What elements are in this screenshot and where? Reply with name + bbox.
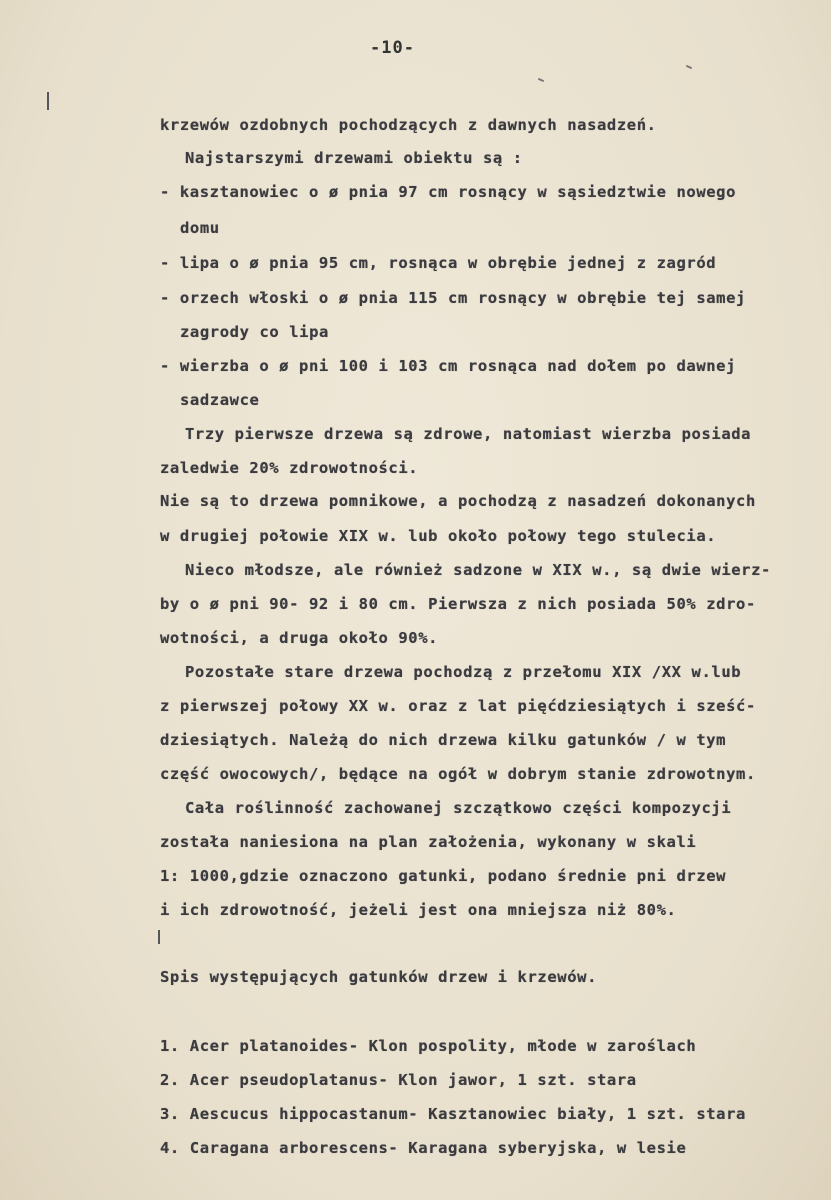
text-line: Trzy pierwsze drzewa są zdrowe, natomiast wierzba posiada (185, 425, 752, 443)
species-list-heading: Spis występujących gatunków drzew i krzewów. (160, 968, 597, 986)
text-line: Najstarszymi drzewami obiektu są : (185, 149, 523, 167)
text-line: - kasztanowiec o ø pnia 97 cm rosnący w sąsiedztwie nowego (160, 183, 737, 201)
text-line: Nieco młodsze, ale również sadzone w XIX w., są dwie wierz- (185, 561, 771, 579)
text-line: krzewów ozdobnych pochodzących z dawnych nasadzeń. (160, 116, 657, 134)
text-line: i ich zdrowotność, jeżeli jest ona mniejsza niż 80%. (160, 901, 677, 919)
text-line: zaledwie 20% zdrowotności. (160, 459, 419, 477)
species-list-item: 3. Aescucus hippocastanum- Kasztanowiec biały, 1 szt. stara (160, 1105, 746, 1123)
margin-mark-top (47, 92, 49, 110)
page-number: -10- (370, 38, 415, 58)
text-line: zagrody co lipa (180, 323, 329, 341)
text-line: dziesiątych. Należą do nich drzewa kilku gatunków / w tym (160, 731, 727, 749)
text-line: z pierwszej połowy XX w. oraz z lat pięćdziesiątych i sześć- (160, 697, 756, 715)
text-line: - wierzba o ø pni 100 i 103 cm rosnąca nad dołem po dawnej (160, 357, 737, 375)
margin-mark-bottom (158, 930, 160, 944)
text-line: Nie są to drzewa pomnikowe, a pochodzą z nasadzeń dokonanych (160, 492, 756, 510)
text-line: by o ø pni 90- 92 i 80 cm. Pierwsza z nich posiada 50% zdro- (160, 595, 756, 613)
text-line: - orzech włoski o ø pnia 115 cm rosnący w obrębie tej samej (160, 289, 746, 307)
text-line: - lipa o ø pnia 95 cm, rosnąca w obrębie jednej z zagród (160, 254, 717, 272)
text-line: 1: 1000,gdzie oznaczono gatunki, podano średnie pni drzew (160, 867, 727, 885)
ink-speck (686, 65, 692, 69)
species-list-item: 1. Acer platanoides- Klon pospolity, młode w zaroślach (160, 1037, 697, 1055)
ink-speck (538, 78, 544, 82)
text-line: sadzawce (180, 391, 260, 409)
species-list-item: 2. Acer pseudoplatanus- Klon jawor, 1 szt. stara (160, 1071, 637, 1089)
text-line: Cała roślinność zachowanej szczątkowo części kompozycji (185, 799, 732, 817)
text-line: w drugiej połowie XIX w. lub około połowy tego stulecia. (160, 527, 717, 545)
text-line: wotności, a druga około 90%. (160, 629, 439, 647)
text-line: część owocowych/, będące na ogół w dobrym stanie zdrowotnym. (160, 765, 756, 783)
text-line: domu (180, 219, 220, 237)
text-line: została naniesiona na plan założenia, wykonany w skali (160, 833, 697, 851)
species-list-item: 4. Caragana arborescens- Karagana syberyjska, w lesie (160, 1139, 687, 1157)
text-line: Pozostałe stare drzewa pochodzą z przełomu XIX /XX w.lub (185, 663, 742, 681)
